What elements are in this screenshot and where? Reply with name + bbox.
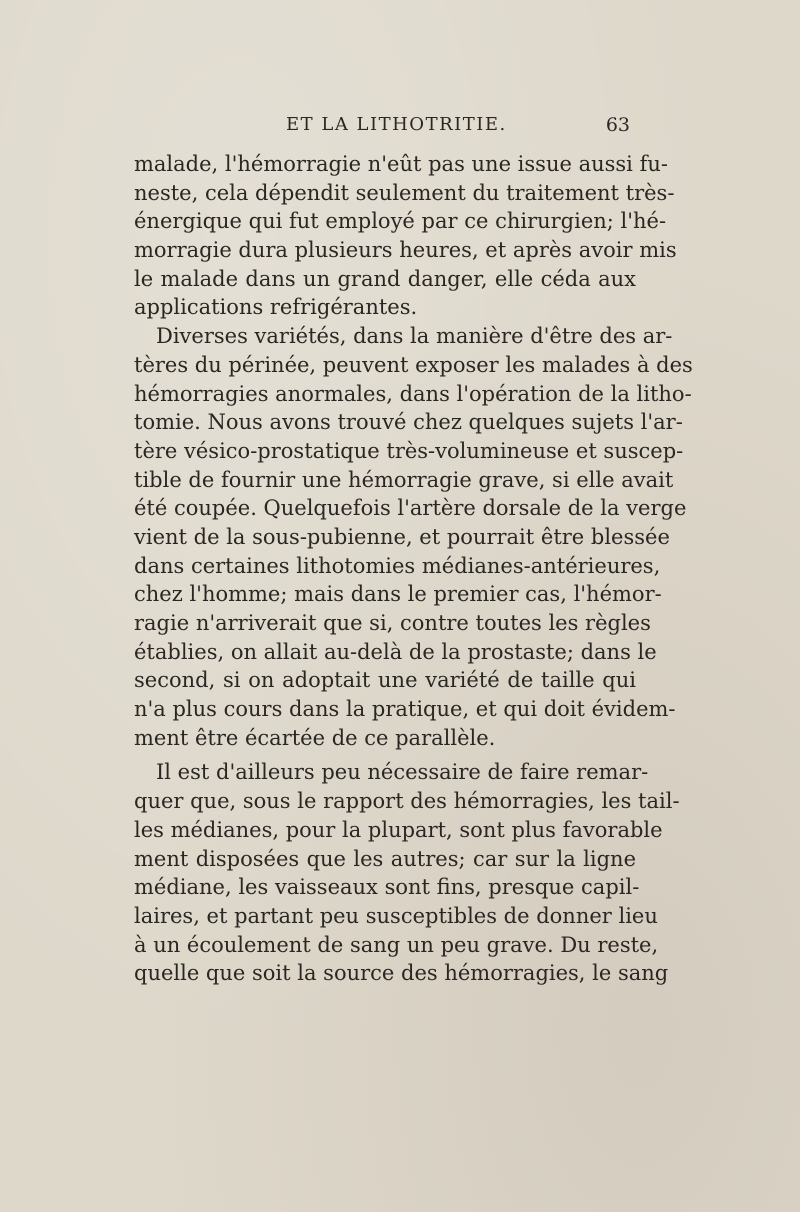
text-line: hémorragies anormales, dans l'opération de la litho- xyxy=(134,381,692,406)
running-head xyxy=(134,114,634,142)
text-line: tères du périnée, peuvent exposer les malades à des xyxy=(134,352,693,377)
text-line: quelle que soit la source des hémorragies, le sang xyxy=(134,961,669,986)
text-line: Il est d'ailleurs peu nécessaire de faire remar- xyxy=(156,760,649,785)
text-line: été coupée. Quelquefois l'artère dorsale de la verge xyxy=(134,496,687,521)
text-line: vient de la sous-pubienne, et pourrait être blessée xyxy=(134,524,670,549)
text-line: énergique qui fut employé par ce chirurgien; l'hé- xyxy=(134,209,667,234)
text-line: établies, on allait au-delà de la prostaste; dans le xyxy=(134,639,657,664)
text-line: laires, et partant peu susceptibles de donner lieu xyxy=(134,903,658,928)
text-line: ment disposées que les autres; car sur la ligne xyxy=(134,846,636,871)
text-line: tible de fournir une hémorragie grave, si elle avait xyxy=(134,467,674,492)
text-line: morragie dura plusieurs heures, et après avoir mis xyxy=(134,238,677,263)
text-line: neste, cela dépendit seulement du traitement très- xyxy=(134,180,675,205)
paragraph-2 xyxy=(134,322,693,752)
text-line: ment être écartée de ce parallèle. xyxy=(134,725,496,750)
paragraph-3 xyxy=(134,758,680,988)
text-line: dans certaines lithotomies médianes-antérieures, xyxy=(134,553,661,578)
text-line: les médianes, pour la plupart, sont plus favorable xyxy=(134,817,663,842)
page-number: 63 xyxy=(605,114,630,136)
text-line: n'a plus cours dans la pratique, et qui doit évidem- xyxy=(134,697,676,722)
text-line: Diverses variétés, dans la manière d'être des ar- xyxy=(156,324,673,349)
text-line: tomie. Nous avons trouvé chez quelques sujets l'ar- xyxy=(134,410,683,435)
text-line: quer que, sous le rapport des hémorragies, les tail- xyxy=(134,789,680,814)
running-title: ET LA LITHOTRITIE. xyxy=(286,114,507,135)
text-line: le malade dans un grand danger, elle céda aux xyxy=(134,266,636,291)
text-line: malade, l'hémorragie n'eût pas une issue aussi fu- xyxy=(134,152,668,176)
text-line: à un écoulement de sang un peu grave. Du reste, xyxy=(134,932,659,957)
text-line: ragie n'arriverait que si, contre toutes les règles xyxy=(134,611,651,635)
paragraph-1 xyxy=(134,150,677,322)
body-text xyxy=(134,150,693,988)
text-line: chez l'homme; mais dans le premier cas, l'hémor- xyxy=(134,582,662,607)
text-line: applications refrigérantes. xyxy=(134,295,418,320)
text-line: médiane, les vaisseaux sont fins, presque capil- xyxy=(134,875,640,900)
text-line: second, si on adoptait une variété de taille qui xyxy=(134,668,636,693)
text-line: tère vésico-prostatique très-volumineuse et suscep- xyxy=(134,438,684,463)
